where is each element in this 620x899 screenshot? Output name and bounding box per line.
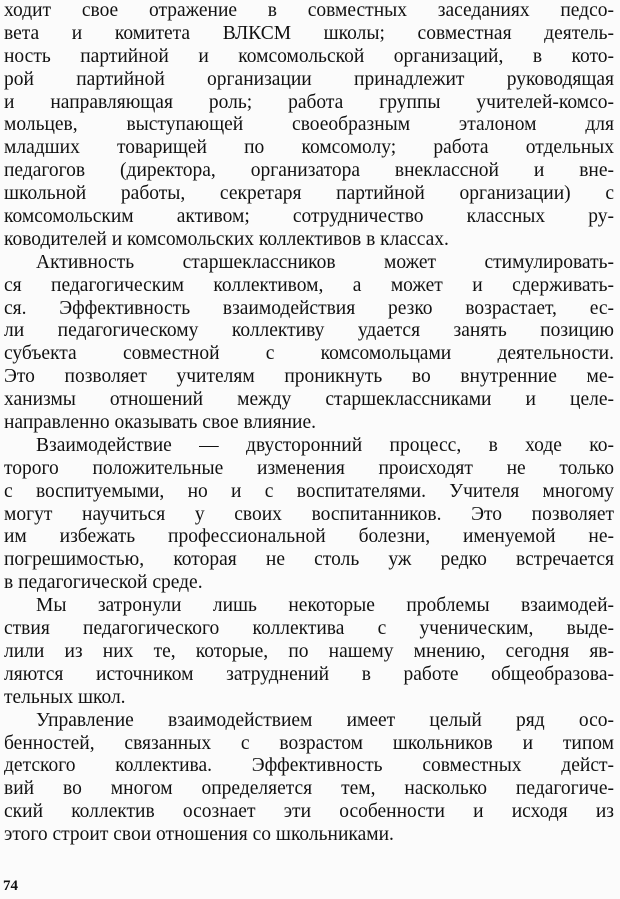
text-line: с воспитуемыми, но и с воспитателями. Учителя многому (4, 480, 614, 502)
text-line: комсомольским активом; сотрудничество классных ру- (4, 206, 614, 228)
text-line: лили из них те, которые, по нашему мнению, сегодня яв- (4, 640, 614, 662)
text-line: школьной работы, секретаря партийной организации) с (4, 183, 614, 205)
page-number: 74 (3, 878, 18, 894)
text-line: ский коллектив осознает эти особенности и исходя из (4, 801, 614, 823)
text-line: тельных школ. (4, 686, 126, 708)
text-line: этого строит свои отношения со школьниками. (4, 824, 394, 846)
text-line: ность партийной и комсомольской организаций, в кото- (4, 45, 614, 67)
text-line: Управление взаимодействием имеет целый ряд осо- (36, 709, 614, 731)
text-line: Активность старшеклассников может стимулировать- (36, 251, 614, 273)
text-line: ководителей и комсомольских коллективов в классах. (4, 228, 449, 250)
text-line: Взаимодействие — двусторонний процесс, в ходе ко- (36, 434, 614, 456)
text-line: и направляющая роль; работа группы учителей-комсо- (4, 91, 614, 113)
text-line: Это позволяет учителям проникнуть во внутренние ме- (4, 366, 614, 388)
text-line: ся. Эффективность взаимодействия резко возрастает, ес- (4, 297, 614, 319)
text-line: торого положительные изменения происходят не только (4, 457, 614, 479)
text-line: ханизмы отношений между старшеклассниками и целе- (4, 389, 614, 411)
text-line: направленно оказывать свое влияние. (4, 412, 317, 434)
text-line: субъекта совместной с комсомольцами деятельности. (4, 343, 614, 365)
text-line: ли педагогическому коллективу удается занять позицию (4, 320, 614, 342)
text-line: могут научиться у своих воспитанников. Это позволяет (4, 503, 614, 525)
text-line: в педагогической среде. (4, 572, 203, 594)
text-line: ходит свое отражение в совместных заседаниях педсо- (4, 0, 614, 21)
text-line: младших товарищей по комсомолу; работа отдельных (4, 137, 614, 159)
text-line: педагогов (директора, организатора внеклассной и вне- (4, 160, 614, 182)
text-line: бенностей, связанных с возрастом школьников и типом (4, 732, 614, 754)
text-line: вета и комитета ВЛКСМ школы; совместная деятель- (4, 22, 614, 44)
text-line: вий во многом определяется тем, насколько педагогиче- (4, 778, 614, 800)
text-line: мольцев, выступающей своеобразным эталоном для (4, 114, 614, 136)
text-line: Мы затронули лишь некоторые проблемы взаимодей- (36, 595, 614, 617)
text-line: детского коллектива. Эффективность совместных дейст- (4, 755, 614, 777)
text-line: погрешимостью, которая не столь уж редко встречается (4, 549, 614, 571)
text-line: им избежать профессиональной болезни, именуемой не- (4, 526, 614, 548)
text-line: рой партийной организации принадлежит руководящая (4, 68, 614, 90)
text-line: ствия педагогического коллектива с ученическим, выде- (4, 618, 614, 640)
text-line: ляются источником затруднений в работе общеобразова- (4, 663, 614, 685)
body-text (4, 0, 614, 847)
text-line: ся педагогическим коллективом, а может и сдерживать- (4, 274, 614, 296)
